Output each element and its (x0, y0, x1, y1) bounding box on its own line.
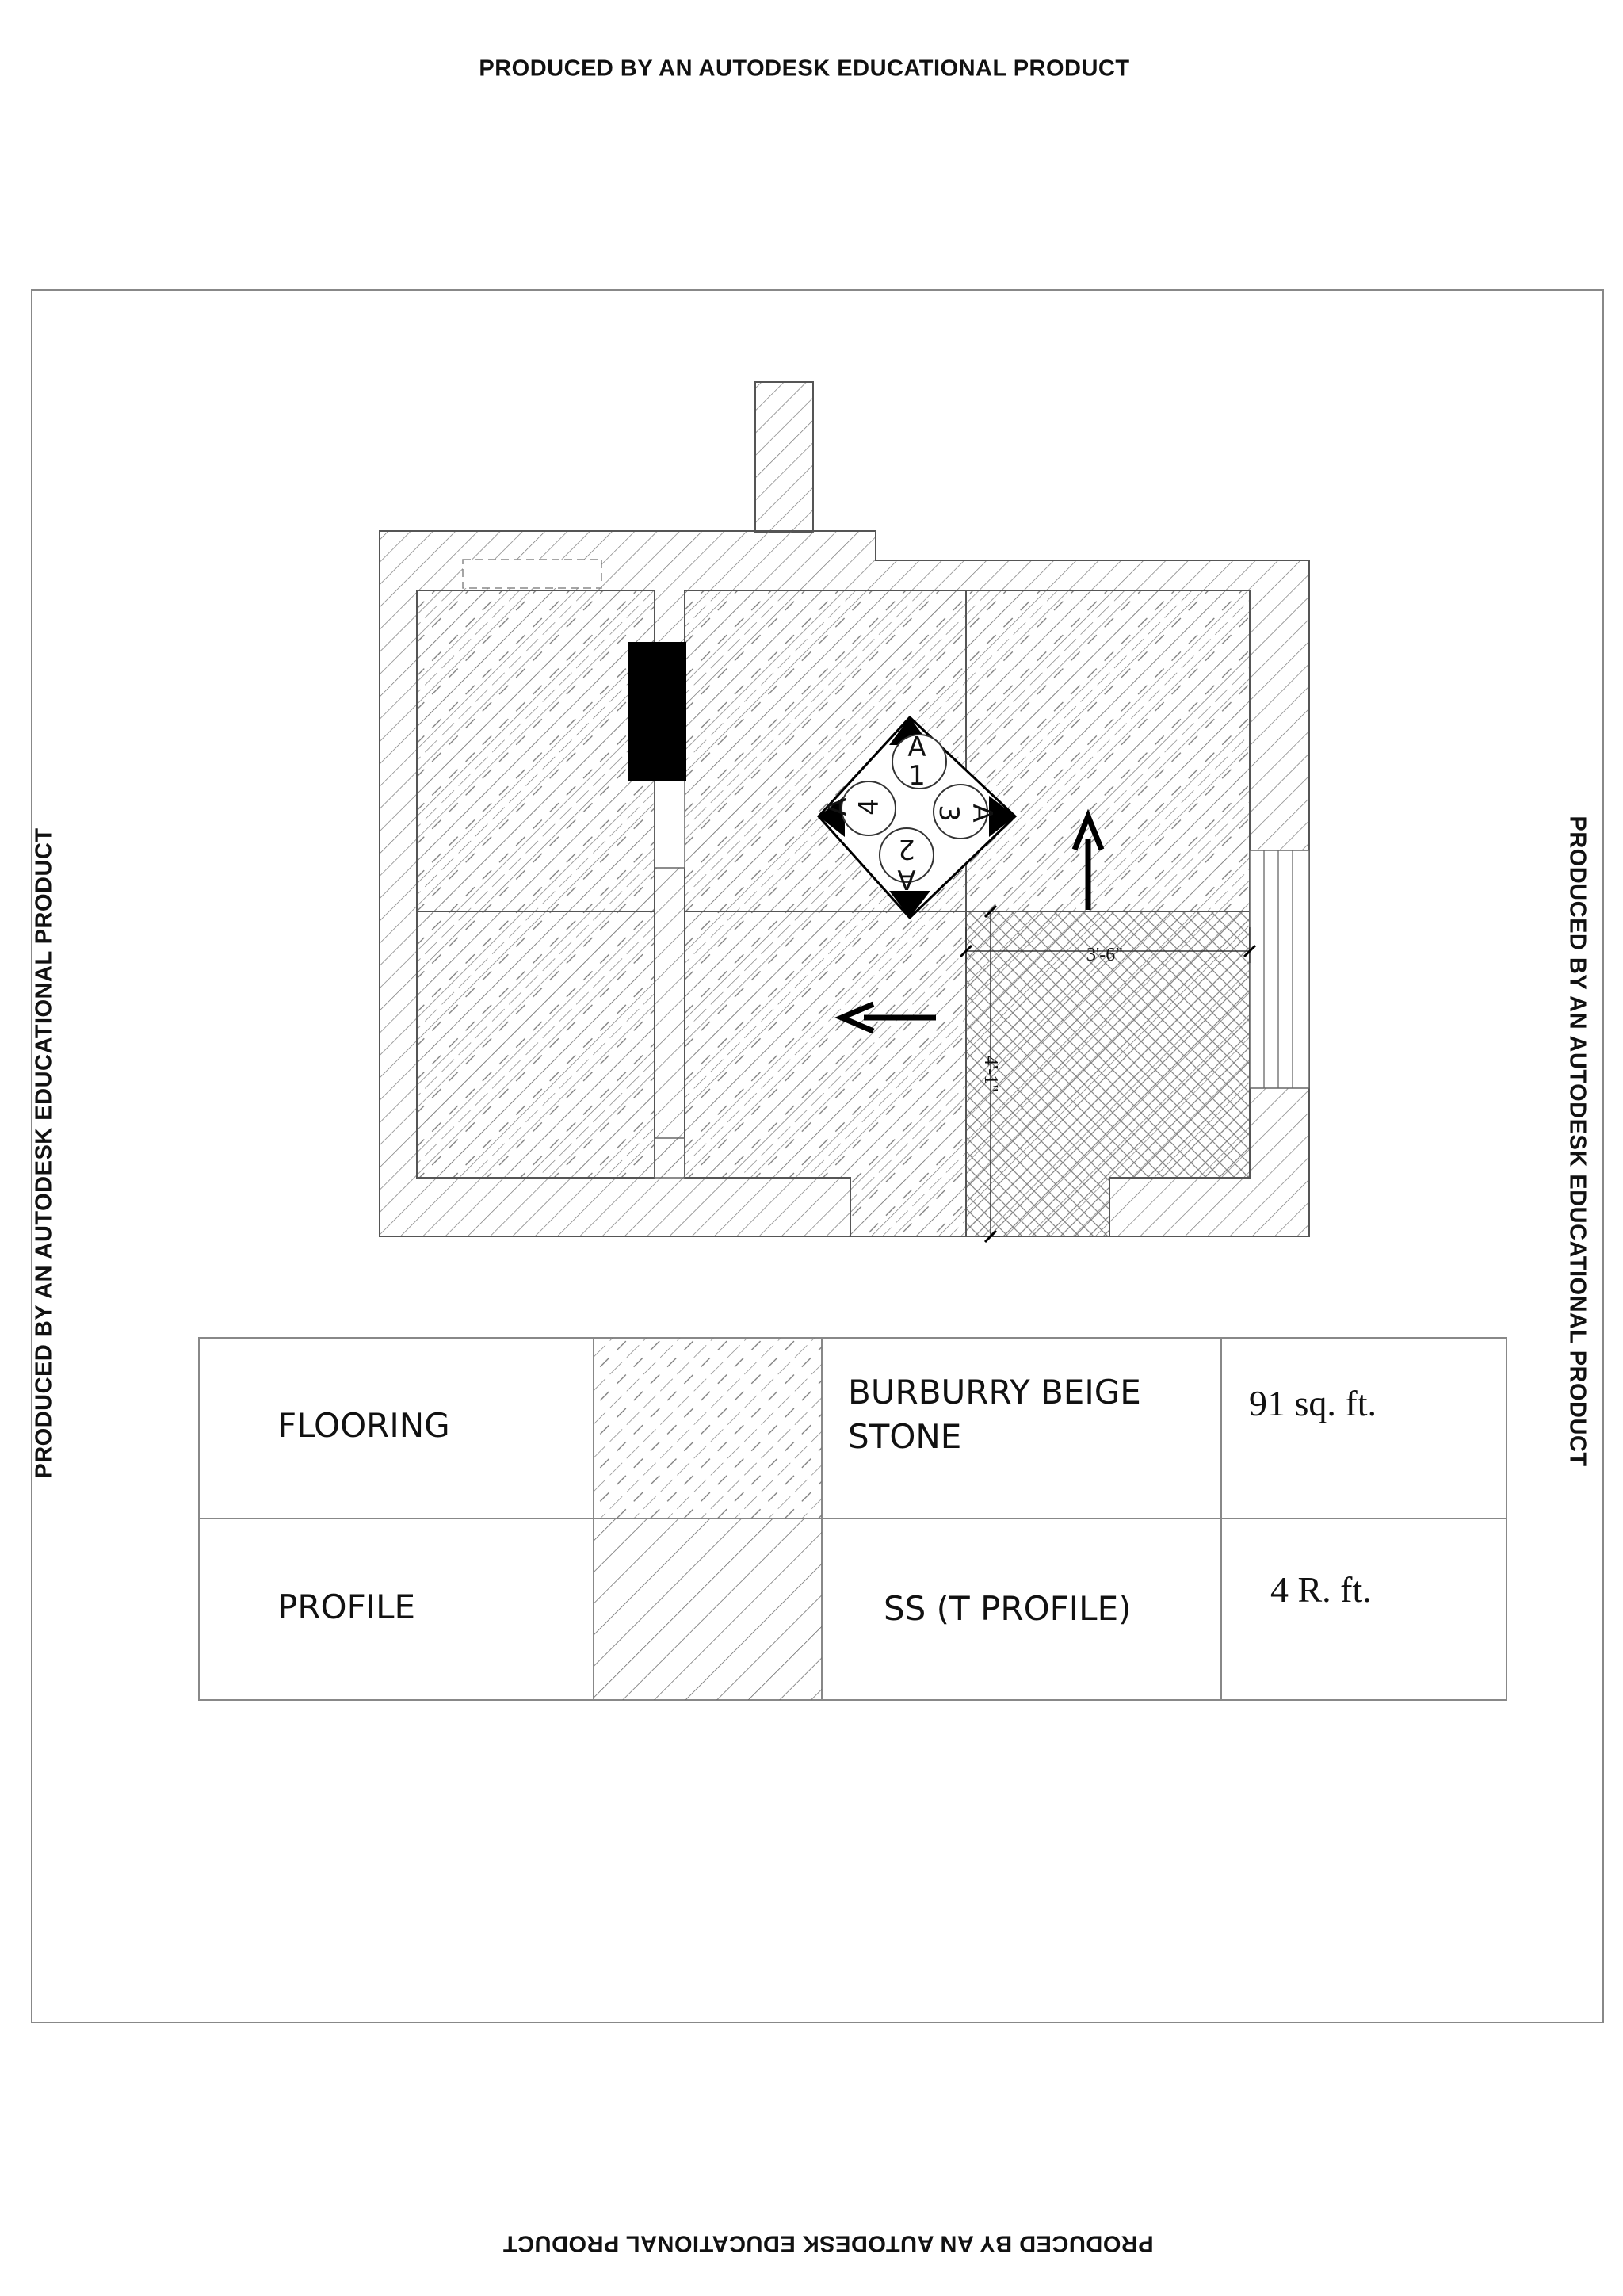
dimension-horizontal-label: 3'-6" (1086, 945, 1124, 965)
room-bottom-left (417, 911, 655, 1178)
watermark-bottom: PRODUCED BY AN AUTODESK EDUCATIONAL PRODUCT (502, 2230, 1154, 2256)
legend-item-profile: PROFILE (277, 1587, 416, 1626)
section-tag-number-bottom: 2 (898, 833, 915, 865)
window-right (1250, 850, 1309, 1088)
floor-plan (380, 382, 1309, 1242)
partition-notch-bottom (655, 1138, 685, 1178)
section-tag-number-left: 4 (854, 798, 885, 816)
room-top-left (417, 590, 655, 911)
section-tag-letter-bottom: A (897, 863, 916, 895)
partition-notch-top (655, 777, 685, 868)
legend-quantity-flooring: 91 sq. ft. (1249, 1383, 1377, 1423)
section-tag-letter-left: A (822, 797, 854, 816)
legend-item-flooring: FLOORING (277, 1406, 450, 1445)
section-tag-letter-top: A (907, 732, 926, 763)
legend-table (199, 1338, 1507, 1700)
column-black (628, 642, 686, 781)
shaft-wall (755, 382, 813, 533)
legend-swatch-flooring (594, 1338, 822, 1519)
legend-material-flooring-line1: BURBURRY BEIGE (848, 1373, 1141, 1412)
legend-material-profile: SS (T PROFILE) (884, 1589, 1132, 1628)
room-top-right (966, 590, 1250, 911)
watermark-left: PRODUCED BY AN AUTODESK EDUCATIONAL PRODUCT (31, 827, 57, 1479)
legend-swatch-profile (594, 1519, 822, 1700)
section-tag-number-right: 3 (933, 804, 964, 822)
watermark-top: PRODUCED BY AN AUTODESK EDUCATIONAL PRODUCT (479, 55, 1130, 82)
dimension-vertical-label: 4'-1" (980, 1055, 1001, 1093)
legend-material-flooring-line2: STONE (848, 1417, 962, 1456)
legend-quantity-profile: 4 R. ft. (1270, 1569, 1372, 1610)
watermark-right: PRODUCED BY AN AUTODESK EDUCATIONAL PRODUCT (1564, 816, 1591, 1467)
section-tag-letter-right: A (966, 804, 998, 823)
section-tag-number-top: 1 (908, 760, 926, 792)
window-top (463, 560, 601, 588)
